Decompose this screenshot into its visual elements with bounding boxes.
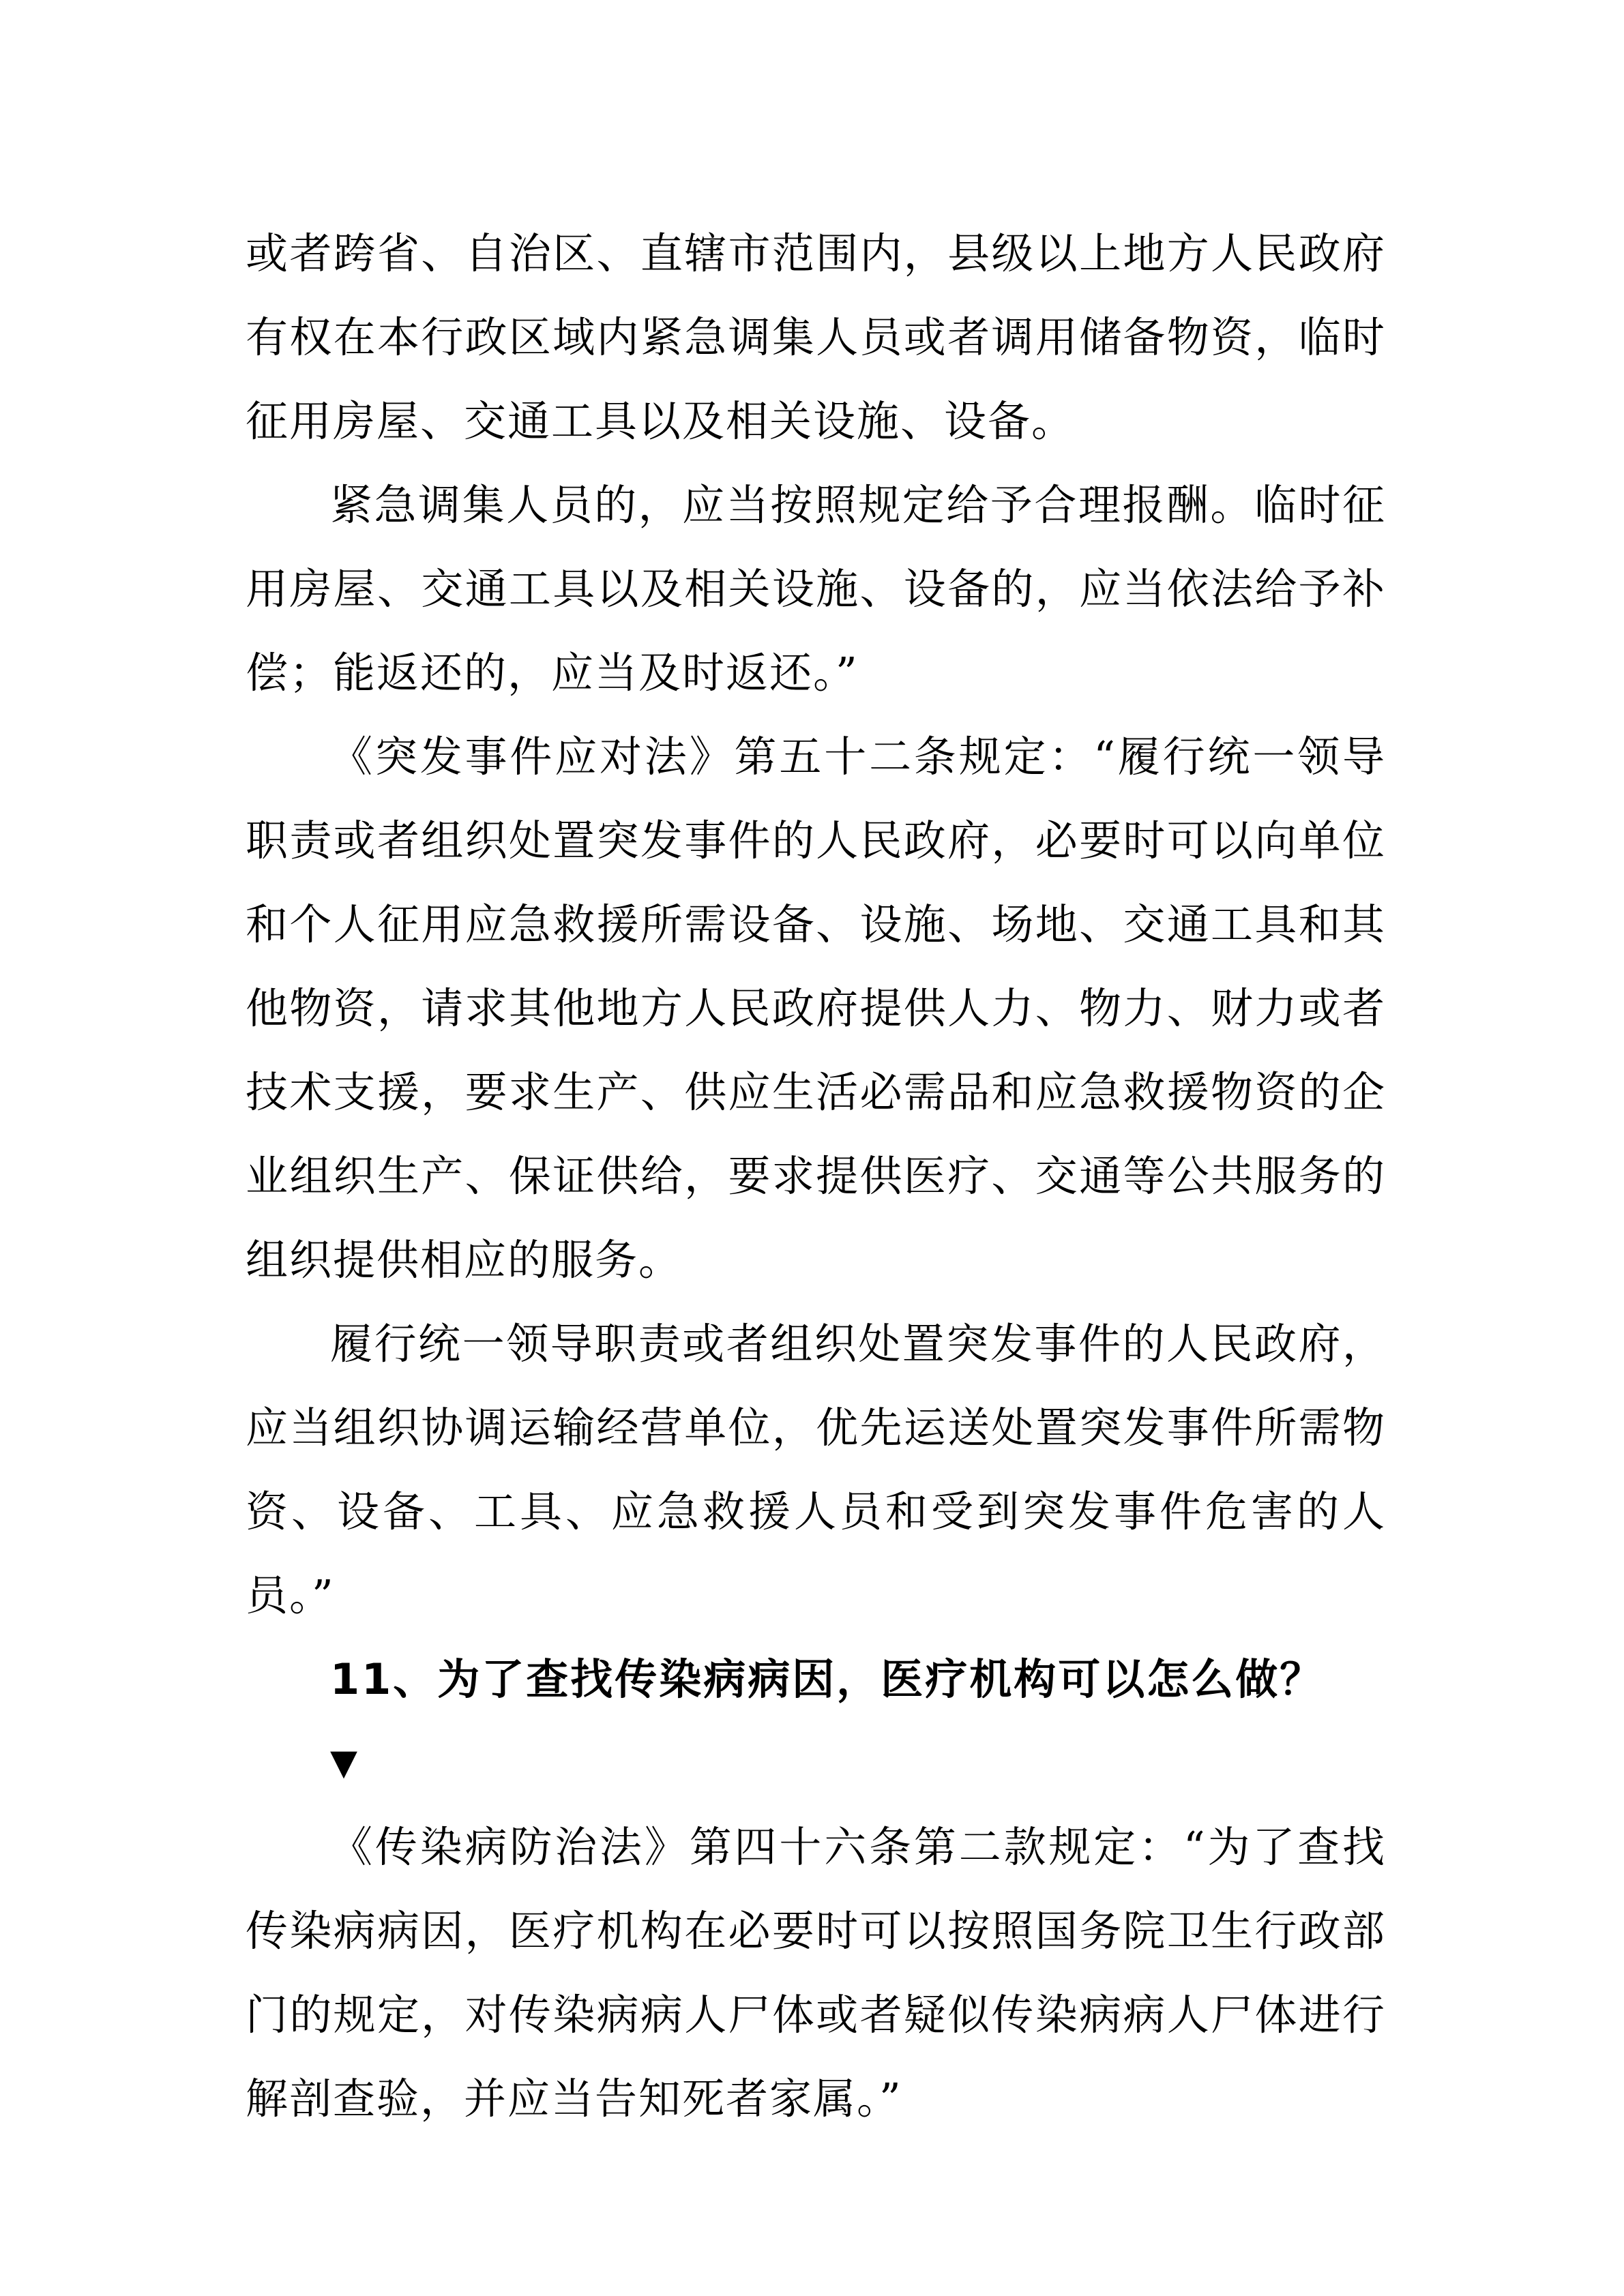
document-body <box>246 211 1386 2141</box>
down-triangle-icon: ▼ <box>330 1742 359 1783</box>
paragraph-continuation: 或者跨省、自治区、直辖市范围内，县级以上地方人民政府有权在本行政区域内紧急调集人员或者调用储备物资，临时征用房屋、交通工具以及相关设施、设备。 <box>246 228 1386 446</box>
question-heading: 11、为了查找传染病病因，医疗机构可以怎么做？ <box>330 1654 1325 1704</box>
paragraph-compensation: 紧急调集人员的，应当按照规定给予合理报酬。临时征用房屋、交通工具以及相关设施、设备的，应当依法给予补偿；能返还的，应当及时返还。” <box>246 480 1386 698</box>
paragraph-answer: 《传染病防治法》第四十六条第二款规定：“为了查找传染病病因，医疗机构在必要时可以按照国务院卫生行政部门的规定，对传染病病人尸体或者疑似传染病病人尸体进行解剖查验，并应当告知死者家属。” <box>246 1822 1386 2123</box>
paragraph-emergency-law-article-52: 《突发事件应对法》第五十二条规定：“履行统一领导职责或者组织处置突发事件的人民政府，必要时可以向单位和个人征用应急救援所需设备、设施、场地、交通工具和其他物资，请求其他地方人民政府提供人力、物力、财力或者技术支援，要求生产、供应生活必需品和应急救援物资的企业组织生产、保证供给，要求提供医疗、交通等公共服务的组织提供相应的服务。 <box>246 732 1386 1285</box>
paragraph-transport-coordination: 履行统一领导职责或者组织处置突发事件的人民政府，应当组织协调运输经营单位，优先运送处置突发事件所需物资、设备、工具、应急救援人员和受到突发事件危害的人员。” <box>246 1319 1386 1620</box>
